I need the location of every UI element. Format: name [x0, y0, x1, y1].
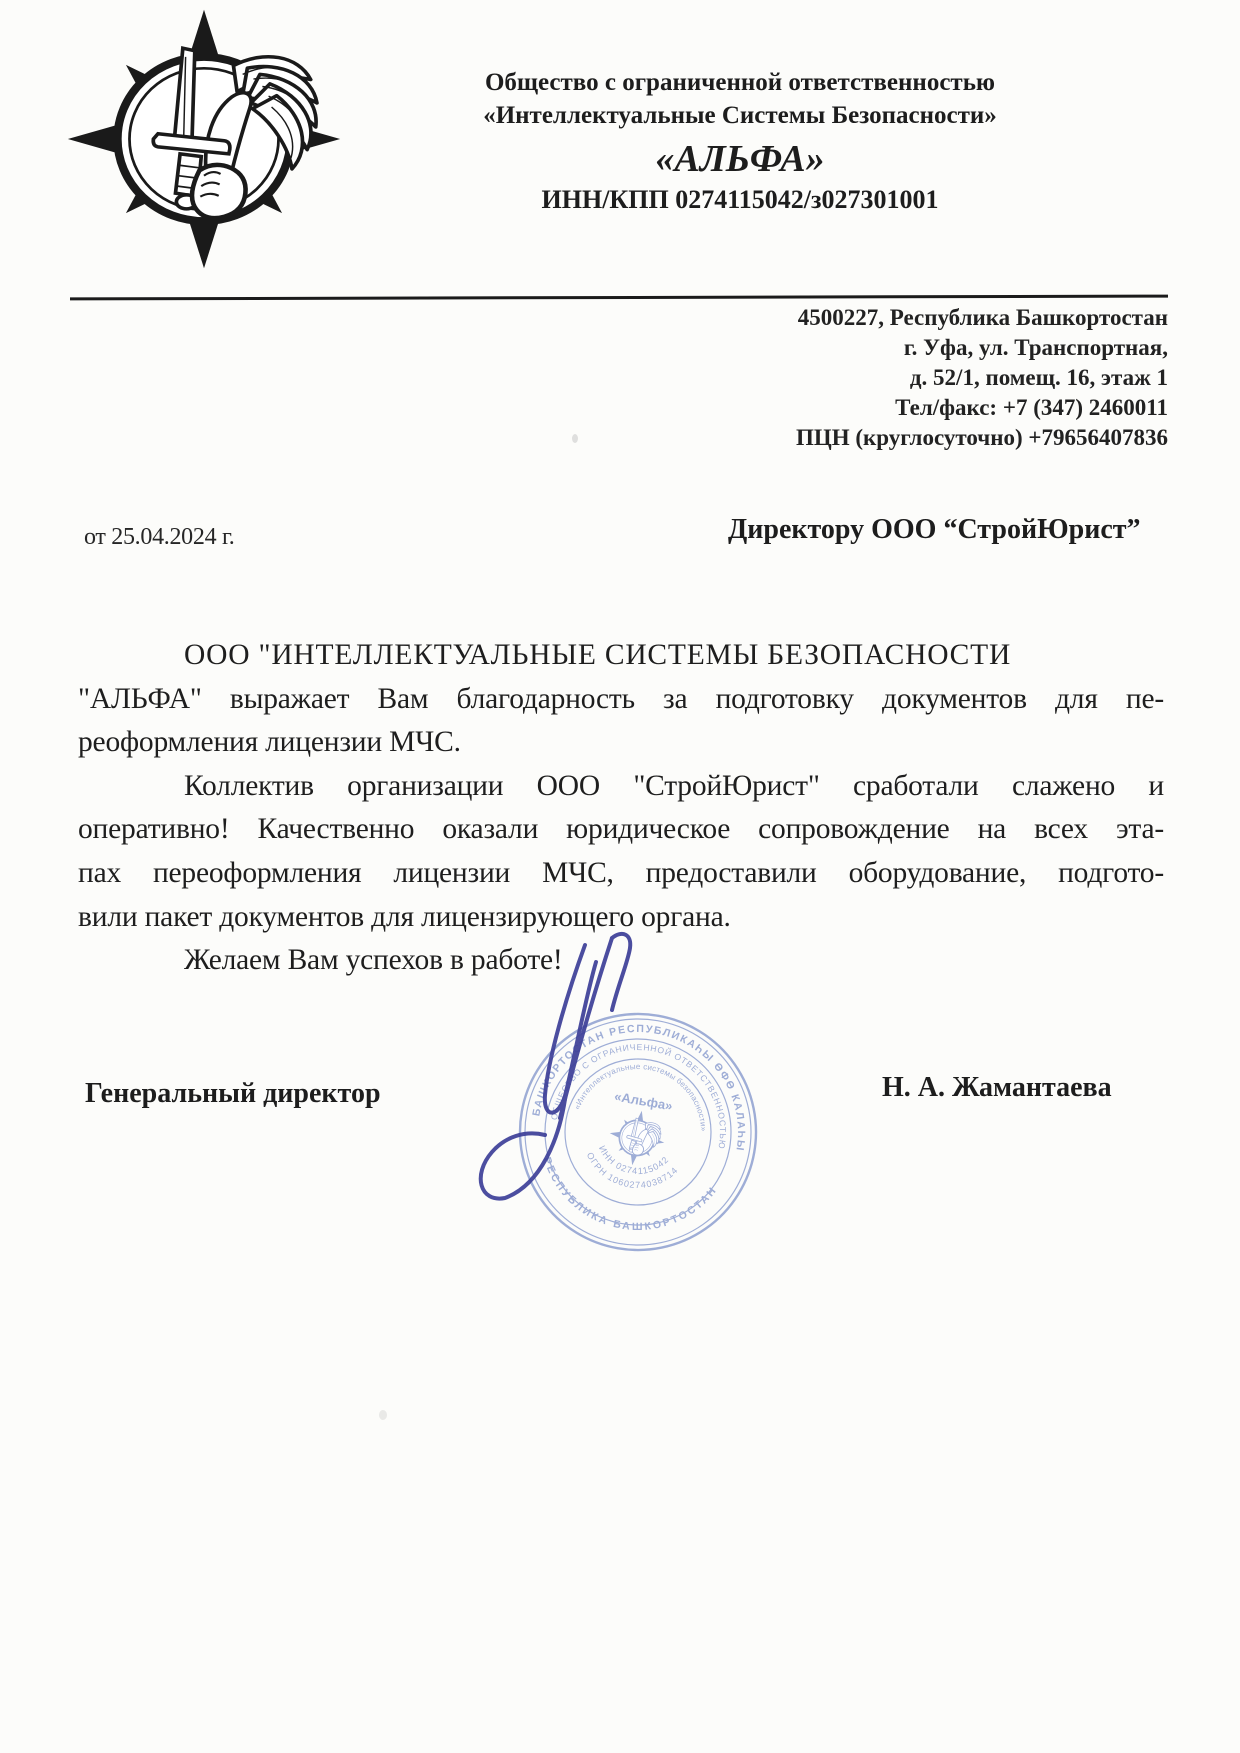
signer-position: Генеральный директор	[85, 1078, 381, 1109]
contact-line-address-1: 4500227, Республика Башкортостан	[797, 305, 1168, 330]
body-line: "АЛЬФА" выражает Вам благодарность за подготовку документов для пе-	[78, 682, 1164, 715]
contact-block	[796, 303, 1168, 453]
stamp-ring-outer-top: БАШКОРТОСТАН РЕСПУБЛИКАҺЫ ӨФӨ КАЛАҺЫ	[530, 1022, 748, 1153]
body-line: Желаем Вам успехов в работе!	[184, 944, 563, 977]
scan-speck	[572, 434, 578, 443]
body-line: Коллектив организации ООО "СтройЮрист" сработали слажено и	[184, 769, 1164, 802]
stamp-ring-middle: ОБЩЕСТВО С ОГРАНИЧЕННОЙ ОТВЕТСТВЕННОСТЬЮ	[548, 1041, 729, 1151]
stamp-center-name: «Альфа»	[613, 1088, 674, 1114]
recipient-line: Директору ООО “СтройЮрист”	[728, 514, 1141, 545]
org-short-name: «АЛЬФА»	[655, 138, 825, 180]
signer-name: Н. А. Жамантаева	[882, 1072, 1112, 1103]
company-logo compass-star-winged-dagger-icon	[66, 8, 342, 270]
contact-line-pcn: ПЦН (круглосуточно) +79656407836	[795, 425, 1168, 450]
handwritten-signature-icon	[430, 900, 690, 1230]
body-line: пах переоформления лицензии МЧС, предоставили оборудование, подгото-	[78, 856, 1164, 889]
body-line: вили пакет документов для лицензирующего органа.	[78, 900, 731, 933]
org-type-line: Общество с ограниченной ответственностью	[484, 69, 996, 96]
contact-line-address-3: д. 52/1, помещ. 16, этаж 1	[909, 365, 1168, 390]
stamp-inn: ИНН 0274115042	[597, 1143, 671, 1177]
org-name-line: «Интеллектуальные Системы Безопасности»	[483, 102, 997, 129]
body-line: оперативно! Качественно оказали юридическое сопровождение на всех эта-	[78, 813, 1164, 846]
letter-date: от 25.04.2024 г.	[84, 524, 235, 550]
inn-kpp-line: ИНН/КПП 0274115042/з027301001	[541, 185, 939, 214]
body-line: ООО "ИНТЕЛЛЕКТУАЛЬНЫЕ СИСТЕМЫ БЕЗОПАСНОСТИ	[184, 639, 1012, 671]
body-line: реоформления лицензии МЧС.	[78, 726, 461, 759]
header-divider	[70, 295, 1168, 301]
letterhead	[420, 66, 1060, 216]
stamp-ogrn: ОГРН 1060274038714	[584, 1150, 681, 1191]
contact-line-address-2: г. Уфа, ул. Транспортная,	[903, 335, 1168, 360]
stamp-ring-inner: «Интеллектуальные системы безопасности»	[572, 1061, 709, 1132]
scan-speck	[379, 1410, 387, 1420]
stamp-ring-outer-bottom: РЕСПУБЛИКА БАШКОРТОСТАН	[540, 1155, 721, 1233]
contact-line-phone: Тел/факс: +7 (347) 2460011	[895, 395, 1168, 420]
